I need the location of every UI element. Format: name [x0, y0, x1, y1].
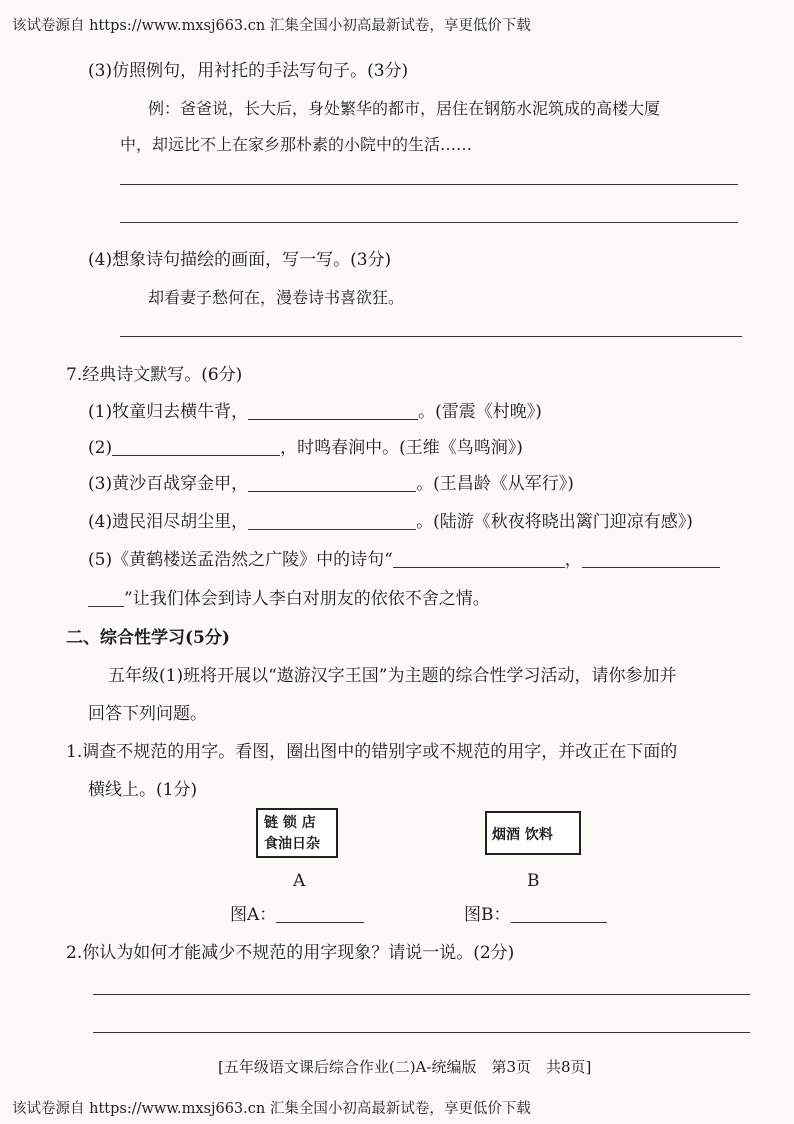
fill-blank[interactable]: [248, 512, 416, 530]
q6-4-title: (4)想象诗句描绘的画面，写一写。(3分): [88, 250, 392, 270]
sign-b-figure: [485, 811, 581, 855]
q7-item-5-cont: [88, 584, 490, 609]
fill-blank[interactable]: [393, 550, 565, 568]
page-footer: [五年级语文课后综合作业(二)A-统编版 第3页 共8页]: [218, 1058, 592, 1076]
source-banner-top: 该试卷源自 https://www.mxsj663.cn 汇集全国小初高最新试卷，享更低价下载: [12, 18, 531, 34]
q6-3-example-line1: 例：爸爸说，长大后，身处繁华的都市，居住在钢筋水泥筑成的高楼大厦: [148, 99, 661, 118]
q7-item-3-prefix: (3)黄沙百战穿金甲，: [88, 474, 249, 494]
fill-blank[interactable]: [248, 402, 418, 420]
s2-q2: 2.你认为如何才能减少不规范的用字现象？请说一说。(2分): [66, 943, 515, 963]
fig-a-label: 图A：: [230, 905, 277, 925]
sign-a-caption: A: [293, 871, 306, 891]
fill-blank[interactable]: [276, 905, 364, 923]
section-2-title: 二、综合性学习(5分): [66, 628, 230, 648]
q7-item-4-suffix: 。(陆游《秋夜将晓出篱门迎凉有感》): [416, 512, 693, 532]
q6-4-poem: 却看妻子愁何在，漫卷诗书喜欲狂。: [148, 288, 405, 307]
q7-item-1-prefix: (1)牧童归去横牛背，: [88, 402, 249, 422]
answer-line[interactable]: [120, 184, 738, 185]
q7-item-5-comma: ，: [564, 550, 582, 570]
sign-a-line1: 链 锁 店: [264, 815, 316, 831]
q7-item-1-suffix: 。(雷震《村晚》): [418, 402, 542, 422]
q7-item-1: [88, 397, 542, 422]
q6-3-title: (3)仿照例句，用衬托的手法写句子。(3分): [88, 61, 409, 81]
fig-a-answer: [230, 900, 364, 925]
sign-b-text: 烟酒 饮料: [492, 827, 553, 843]
fill-blank[interactable]: [248, 474, 416, 492]
answer-line[interactable]: [120, 222, 738, 223]
fill-blank[interactable]: [582, 550, 720, 568]
answer-line[interactable]: [120, 336, 742, 337]
s2-q1-line1: 1.调查不规范的用字。看图，圈出图中的错别字或不规范的用字，并改正在下面的: [66, 742, 678, 762]
sign-b-caption: B: [527, 871, 540, 891]
source-banner-bottom: 该试卷源自 https://www.mxsj663.cn 汇集全国小初高最新试卷，享更低价下载: [12, 1101, 531, 1117]
section-2-intro-line1: 五年级(1)班将开展以“遨游汉字王国”为主题的综合性学习活动，请你参加并: [108, 666, 677, 686]
s2-q1-line2: 横线上。(1分): [88, 780, 198, 800]
q7-item-3: [88, 469, 574, 494]
q7-item-3-suffix: 。(王昌龄《从军行》): [416, 474, 574, 494]
q7-item-5-prefix: (5)《黄鹤楼送孟浩然之广陵》中的诗句“: [88, 550, 393, 570]
answer-line[interactable]: [93, 994, 750, 995]
fill-blank[interactable]: [112, 438, 280, 456]
q7-item-5-suffix: ”让我们体会到诗人李白对朋友的依依不舍之情。: [124, 589, 490, 609]
q7-item-2: [88, 433, 523, 458]
fill-blank[interactable]: [511, 905, 607, 923]
answer-line[interactable]: [93, 1032, 750, 1033]
q7-item-4: [88, 507, 693, 532]
q7-item-4-prefix: (4)遗民泪尽胡尘里，: [88, 512, 249, 532]
sign-a-line2: 食油日杂: [264, 836, 320, 852]
fig-b-answer: [464, 900, 607, 925]
q7-item-2-prefix: (2): [88, 438, 113, 458]
section-2-intro-line2: 回答下列问题。: [88, 704, 207, 724]
fill-blank[interactable]: [88, 589, 124, 607]
sign-a-figure: [256, 808, 338, 858]
fig-b-label: 图B：: [464, 905, 511, 925]
q7-item-5: [88, 545, 720, 570]
q7-item-2-suffix: ，时鸣春涧中。(王维《鸟鸣涧》): [280, 438, 523, 458]
q7-title: 7.经典诗文默写。(6分): [66, 365, 243, 385]
q6-3-example-line2: 中，却远比不上在家乡那朴素的小院中的生活……: [120, 135, 473, 154]
